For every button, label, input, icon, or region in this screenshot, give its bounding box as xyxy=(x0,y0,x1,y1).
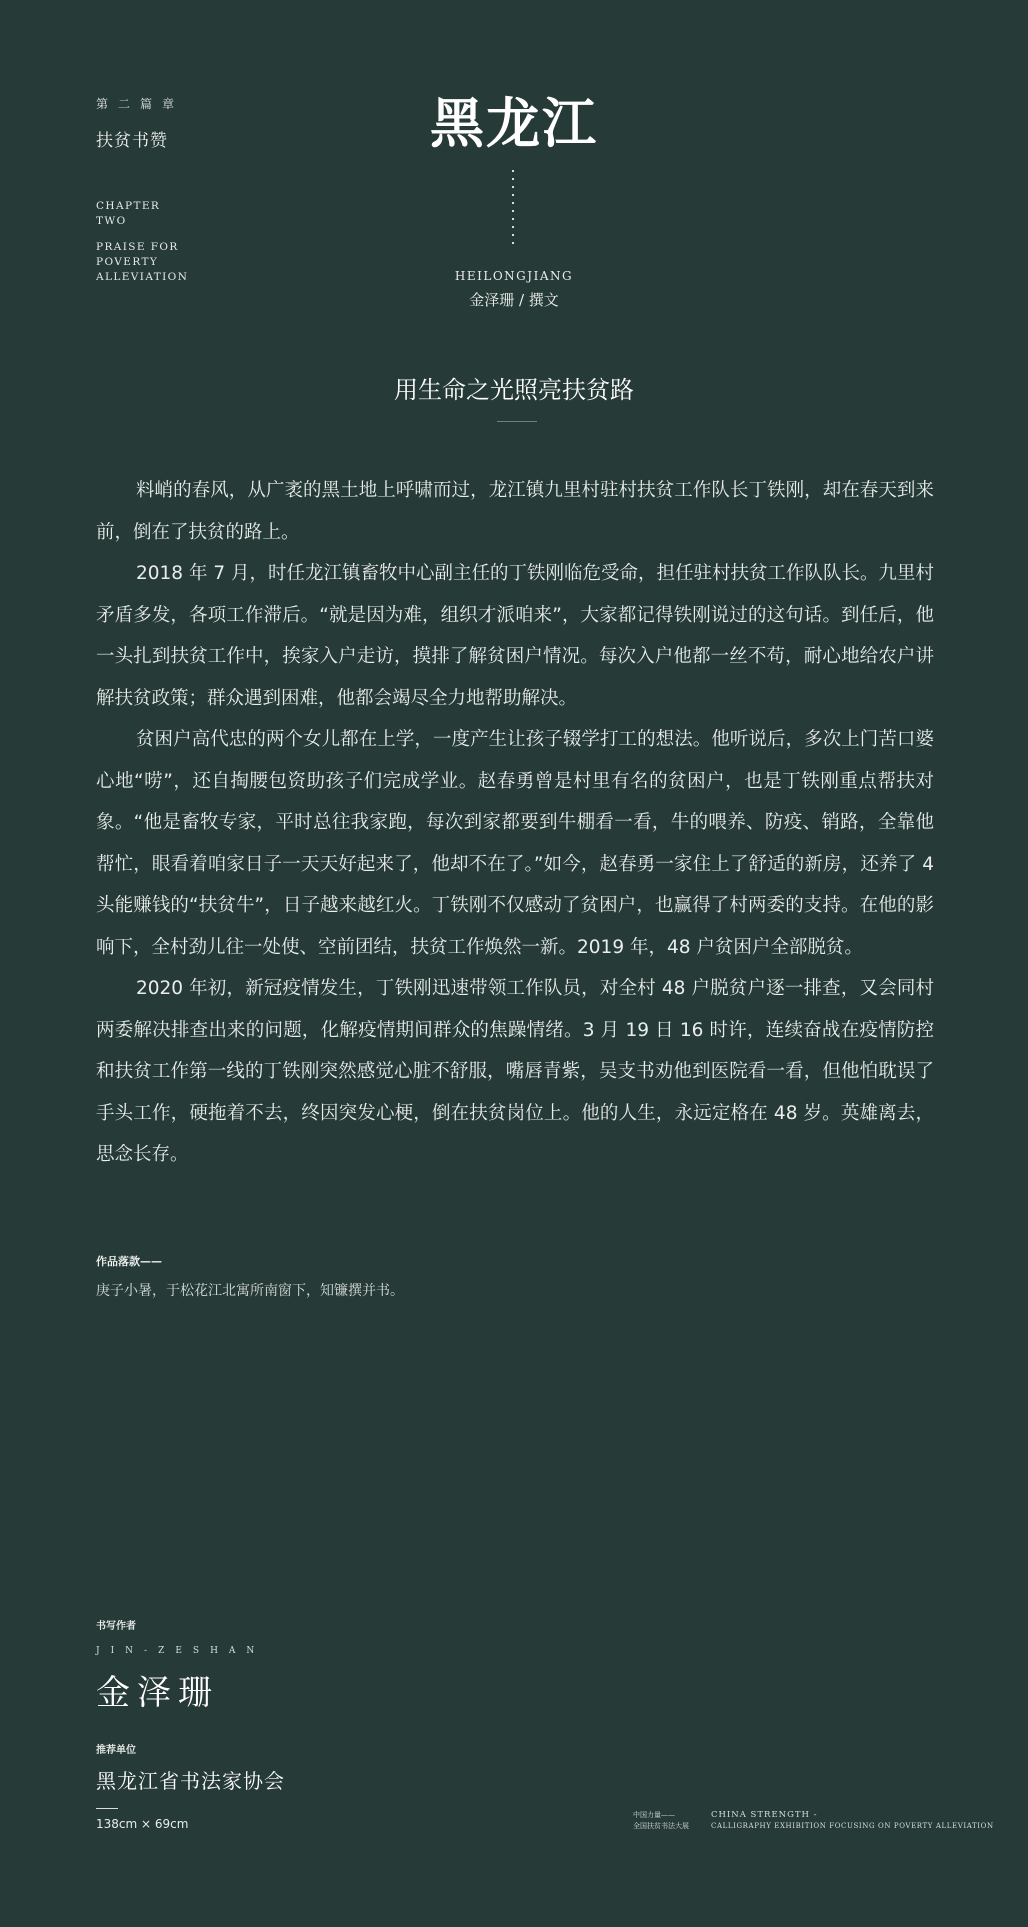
chapter-name: 扶贫书赞 xyxy=(96,131,168,151)
chapter-english-line: CHAPTER xyxy=(96,200,161,212)
writer-name: 金泽珊 xyxy=(96,1673,219,1713)
dotted-divider xyxy=(512,170,515,250)
writer-pinyin: JIN-ZESHAN xyxy=(96,1646,266,1656)
praise-english-line: POVERTY xyxy=(96,256,159,268)
exhibition-logo-en xyxy=(711,1810,994,1832)
praise-english-line: ALLEVIATION xyxy=(96,271,189,283)
title-divider xyxy=(497,421,537,422)
size-divider xyxy=(96,1808,118,1809)
article-paragraph: 料峭的春风，从广袤的黑土地上呼啸而过，龙江镇九里村驻村扶贫工作队长丁铁刚，却在春天到来前，倒在了扶贫的路上。 xyxy=(96,480,934,543)
article-paragraph: 2018 年 7 月，时任龙江镇畜牧中心副主任的丁铁刚临危受命，担任驻村扶贫工作队队长。九里村矛盾多发，各项工作滞后。“就是因为难，组织才派咱来”，大家都记得铁刚说过的这句话。到任后，他一头扎到扶贫工作中，挨家入户走访，摸排了解贫困户情况。每次入户他都一丝不苟，耐心地给农户讲解扶贫政策；群众遇到困难，他都会竭尽全力地帮助解决。 xyxy=(96,563,934,709)
logo-en-line: CHINA STRENGTH - xyxy=(711,1810,818,1820)
logo-cn-line: 中国力量—— xyxy=(633,1811,675,1819)
recommender-label: 推荐单位 xyxy=(96,1745,136,1756)
inscription-text: 庚子小暑，于松花江北寓所南窗下，知镰撰并书。 xyxy=(96,1283,404,1299)
praise-english-line: PRAISE FOR xyxy=(96,241,179,253)
exhibition-logo-cn xyxy=(633,1810,689,1832)
region-title: 黑龙江 xyxy=(430,91,598,155)
logo-cn-line: 全国扶贫书法大展 xyxy=(633,1822,689,1830)
inscription-label: 作品落款—— xyxy=(96,1255,162,1268)
article-paragraph: 2020 年初，新冠疫情发生，丁铁刚迅速带领工作队员，对全村 48 户脱贫户逐一排查，又会同村两委解决排查出来的问题，化解疫情期间群众的焦躁情绪。3 月 19 日 16 时许，连续奋战在疫情防控和扶贫工作第一线的丁铁刚突然感觉心脏不舒服，嘴唇青紫，吴支书劝他到医院看一看，但他怕耽误了手头工作，硬拖着不去，终因突发心梗，倒在扶贫岗位上。他的人生，永远定格在 48 岁。英雄离去，思念长存。 xyxy=(96,978,934,1165)
writer-label: 书写作者 xyxy=(96,1621,136,1632)
chapter-number-label: 第二篇章 xyxy=(96,97,185,111)
article-title: 用生命之光照亮扶贫路 xyxy=(394,376,634,404)
article-author: 金泽珊 / 撰文 xyxy=(469,291,559,309)
logo-en-line: CALLIGRAPHY EXHIBITION FOCUSING ON POVERTY ALLEVIATION xyxy=(711,1822,994,1830)
artwork-size: 138cm × 69cm xyxy=(96,1817,189,1831)
article-body xyxy=(96,470,934,1176)
praise-english xyxy=(96,240,188,285)
article-paragraph: 贫困户高代忠的两个女儿都在上学，一度产生让孩子辍学打工的想法。他听说后，多次上门苦口婆心地“唠”，还自掏腰包资助孩子们完成学业。赵春勇曾是村里有名的贫困户，也是丁铁刚重点帮扶对象。“他是畜牧专家，平时总往我家跑，每次到家都要到牛棚看一看，牛的喂养、防疫、销路，全靠他帮忙，眼看着咱家日子一天天好起来了，他却不在了。”如今，赵春勇一家住上了舒适的新房，还养了 4 头能赚钱的“扶贫牛”，日子越来越红火。丁铁刚不仅感动了贫困户，也赢得了村两委的支持。在他的影响下，全村劲儿往一处使、空前团结，扶贫工作焕然一新。2019 年，48 户贫困户全部脱贫。 xyxy=(96,729,934,958)
chapter-english-line: TWO xyxy=(96,215,127,227)
region-pinyin: HEILONGJIANG xyxy=(454,269,574,283)
recommender-name: 黑龙江省书法家协会 xyxy=(96,1769,285,1793)
chapter-english xyxy=(96,199,160,229)
